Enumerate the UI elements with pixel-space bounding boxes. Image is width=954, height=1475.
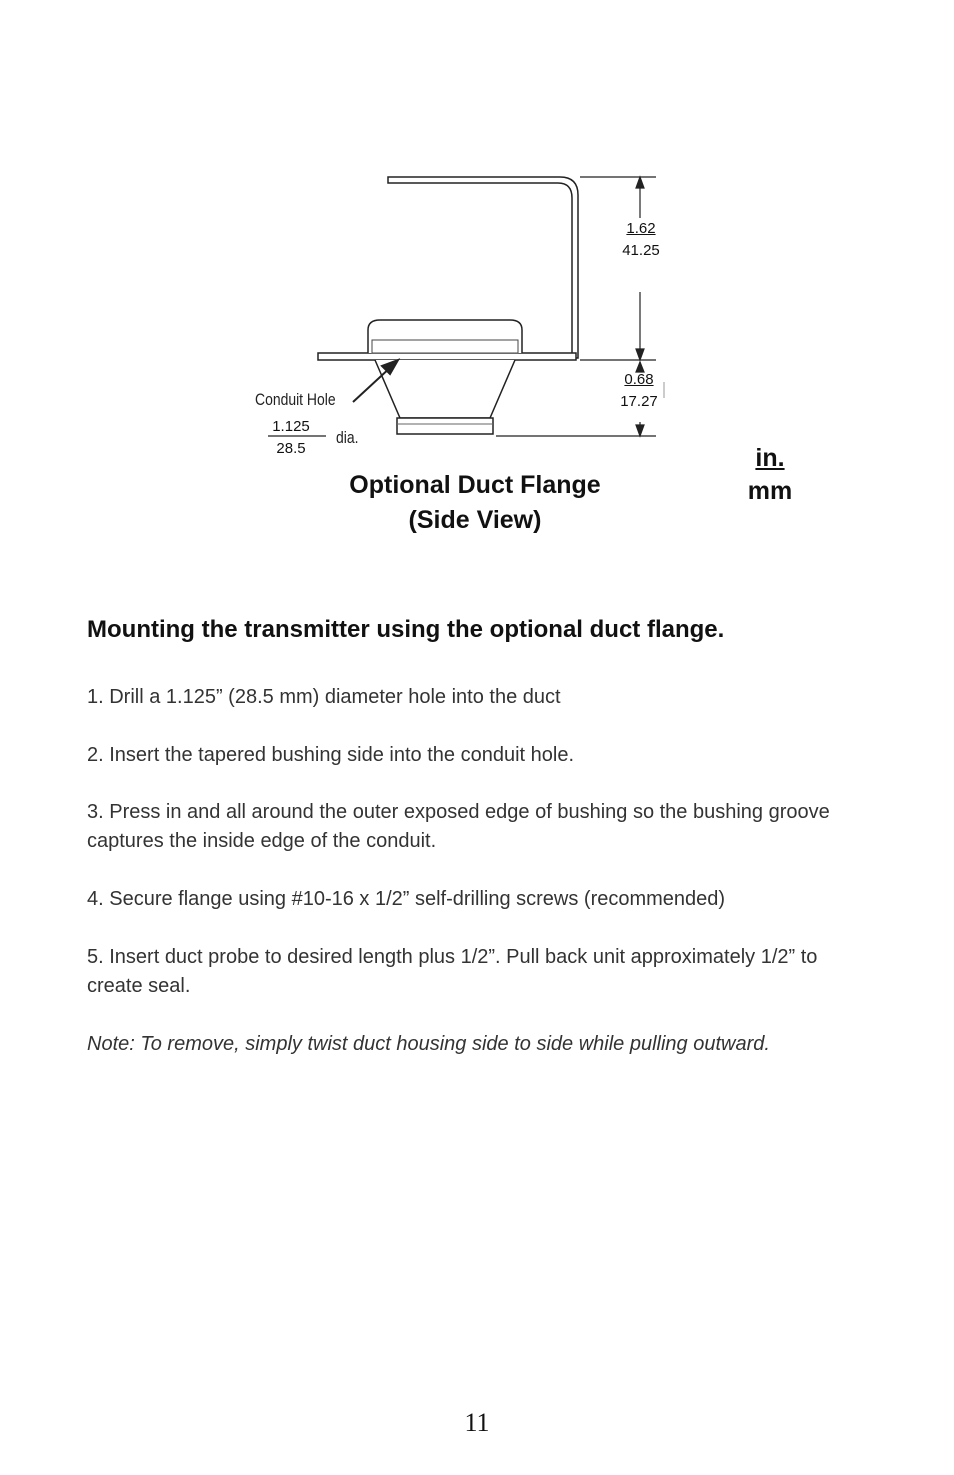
step-3: 3. Press in and all around the outer exposed edge of bushing so the bushing groove captures the inside edge of the conduit. (87, 801, 830, 852)
step-4: 4. Secure flange using #10-16 x 1/2” self-drilling screws (recommended) (87, 888, 726, 910)
flange-bracket (318, 177, 578, 434)
step-5: 5. Insert duct probe to desired length plus 1/2”. Pull back unit approximately 1/2” to create seal. (87, 946, 818, 997)
conduit-inches: 1.125 (272, 418, 310, 435)
page-number: 11 (464, 1408, 490, 1437)
height-millimeters: 41.25 (622, 242, 660, 259)
figure-caption (300, 468, 650, 538)
conduit-millimeters: 28.5 (276, 440, 306, 457)
bushing-dimension (608, 369, 670, 413)
step-1: 1. Drill a 1.125” (28.5 mm) diameter hole into the duct (87, 686, 561, 708)
section-heading: Mounting the transmitter using the optional duct flange. (87, 616, 725, 643)
units-legend (730, 442, 810, 508)
removal-note: Note: To remove, simply twist duct housing side to side while pulling outward. (87, 1033, 770, 1055)
conduit-hole-label: Conduit Hole (255, 390, 336, 409)
height-inches: 1.62 (626, 220, 656, 237)
duct-flange-diagram (240, 140, 720, 460)
conduit-dimension (262, 416, 320, 460)
step-2: 2. Insert the tapered bushing side into the conduit hole. (87, 744, 575, 766)
units-millimeters: mm (747, 477, 793, 505)
height-dimension (610, 218, 672, 262)
bushing-millimeters: 17.27 (620, 393, 658, 410)
conduit-dia-label: dia. (336, 428, 359, 447)
caption-line-2: (Side View) (408, 506, 542, 534)
units-inches: in. (755, 444, 785, 472)
caption-line-1: Optional Duct Flange (349, 471, 601, 499)
bushing-inches: 0.68 (624, 371, 654, 388)
